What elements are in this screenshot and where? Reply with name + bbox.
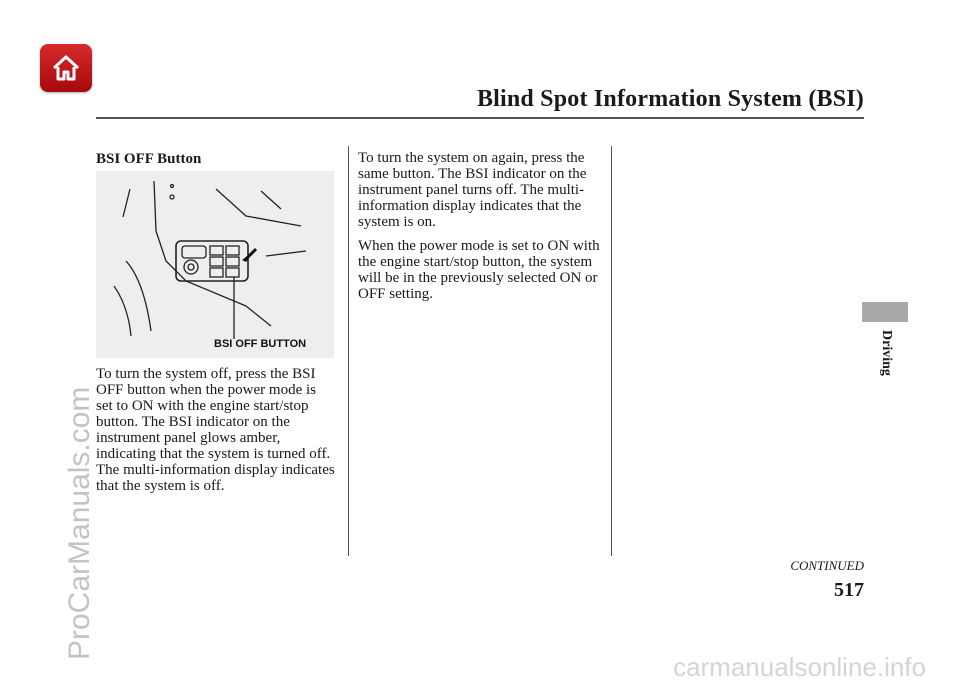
figure-caption: BSI OFF BUTTON: [214, 338, 307, 350]
section-label: Driving: [879, 330, 894, 376]
continued-label: CONTINUED: [790, 558, 864, 573]
bsi-button-illustration: [96, 171, 334, 358]
instruction-paragraph-off: To turn the system off, press the BSI OFF button when the power mode is set to ON with the engine start/stop button. The BSI indicator on the instrument panel glows amber, indicating that the system is turned off. The multi-information display indicates that the system is off.: [96, 366, 335, 494]
title-divider: [96, 117, 864, 119]
page-number: 517: [834, 579, 864, 601]
column-divider-right: [611, 146, 612, 556]
section-tab: [862, 302, 908, 322]
watermark-left: ProCarManuals.com: [63, 386, 96, 660]
instruction-paragraph-memory: When the power mode is set to ON with the engine start/stop button, the system will be in the previously selected ON or OFF setting.: [358, 238, 600, 302]
section-heading: BSI OFF Button: [96, 151, 202, 167]
page-title: Blind Spot Information System (BSI): [476, 86, 864, 112]
home-button[interactable]: [40, 44, 92, 92]
watermark-bottom: carmanualsonline.info: [673, 652, 926, 682]
column-divider-left: [348, 146, 349, 556]
instruction-paragraph-on: To turn the system on again, press the same button. The BSI indicator on the instrument panel turns off. The multi-information display indicates that the system is on.: [358, 150, 587, 230]
home-icon: [50, 52, 82, 84]
